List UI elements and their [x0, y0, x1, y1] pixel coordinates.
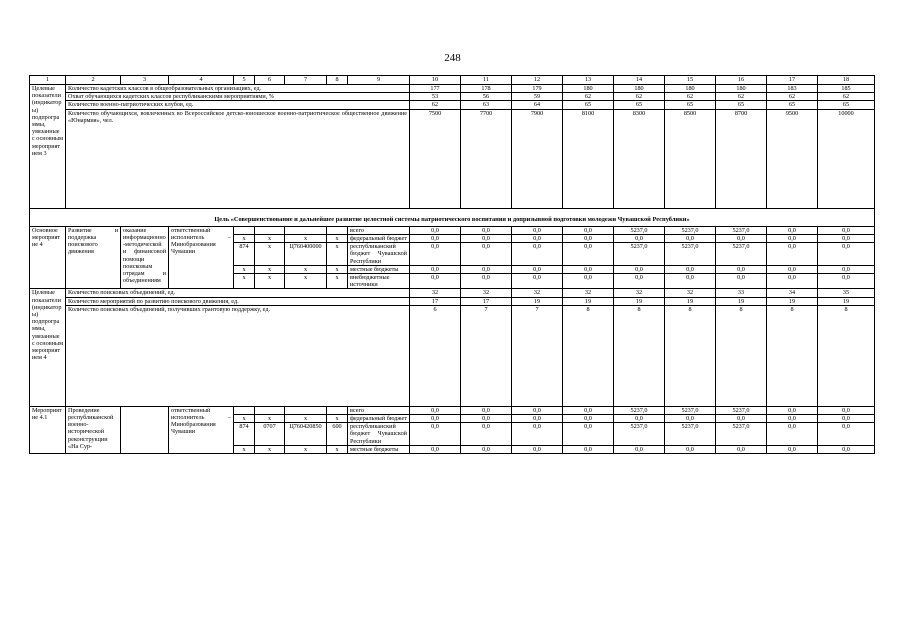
- indicator-value: 62: [665, 93, 716, 101]
- indicator-value: 62: [716, 93, 767, 101]
- measure-status: Мероприятие 4.1: [30, 406, 66, 453]
- indicator-value: 64: [512, 101, 563, 109]
- funding-value: 0,0: [818, 423, 875, 446]
- funding-source: местные бюджеты: [348, 265, 410, 273]
- indicator-row: [30, 109, 875, 208]
- indicator-value: 7: [461, 305, 512, 406]
- indicator-value: 19: [767, 297, 818, 305]
- code-vr: x: [327, 415, 348, 423]
- funding-value: 0,0: [563, 415, 614, 423]
- funding-value: 0,0: [410, 265, 461, 273]
- indicator-value: 19: [512, 297, 563, 305]
- indicator-value: 33: [716, 289, 767, 297]
- funding-value: 5237,0: [716, 406, 767, 414]
- funding-source: местные бюджеты: [348, 445, 410, 453]
- indicator-value: 8: [767, 305, 818, 406]
- indicator-value: 180: [716, 85, 767, 93]
- header-cell: 3: [121, 76, 169, 85]
- funding-value: 0,0: [563, 423, 614, 446]
- header-cell: 6: [255, 76, 285, 85]
- funding-value: 0,0: [665, 235, 716, 243]
- header-cell: 15: [665, 76, 716, 85]
- code-vr: x: [327, 274, 348, 289]
- indicator-value: 65: [614, 101, 665, 109]
- indicator-row: [30, 101, 875, 109]
- code-rz: x: [255, 235, 285, 243]
- indicator-name: Количество поисковых объединений, ед.: [66, 289, 410, 297]
- funding-value: 0,0: [767, 445, 818, 453]
- funding-value: 0,0: [563, 406, 614, 414]
- indicator-value: 180: [614, 85, 665, 93]
- code-vr: x: [327, 235, 348, 243]
- indicator-row: [30, 305, 875, 406]
- indicator-name: Охват обучающихся кадетских классов республиканскими мероприятиями, %: [66, 93, 410, 101]
- header-cell: 10: [410, 76, 461, 85]
- indicator-value: 65: [818, 101, 875, 109]
- code-vr: x: [327, 265, 348, 273]
- funding-value: 5237,0: [665, 406, 716, 414]
- code-csr: x: [285, 265, 327, 273]
- header-cell: 14: [614, 76, 665, 85]
- code-grbs: x: [234, 415, 255, 423]
- funding-value: 0,0: [818, 226, 875, 234]
- funding-value: 0,0: [767, 415, 818, 423]
- indicator-value: 8: [614, 305, 665, 406]
- code-grbs: 874: [234, 423, 255, 446]
- indicator-value: 8: [818, 305, 875, 406]
- code-grbs: [234, 406, 255, 414]
- funding-value: 5237,0: [716, 243, 767, 266]
- indicator-value: 65: [563, 101, 614, 109]
- header-cell: 11: [461, 76, 512, 85]
- indicator-value: 59: [512, 93, 563, 101]
- funding-value: 0,0: [818, 445, 875, 453]
- measure-status: Основное мероприятие 4: [30, 226, 66, 289]
- funding-value: 0,0: [410, 423, 461, 446]
- funding-value: 0,0: [614, 274, 665, 289]
- funding-value: 0,0: [767, 235, 818, 243]
- indicator-name: Количество мероприятий по развитию поискового движения, ед.: [66, 297, 410, 305]
- indicator-value: 180: [563, 85, 614, 93]
- funding-source: всего: [348, 406, 410, 414]
- header-cell: 13: [563, 76, 614, 85]
- header-cell: 9: [348, 76, 410, 85]
- funding-value: 0,0: [767, 226, 818, 234]
- header-cell: 17: [767, 76, 818, 85]
- funding-source: внебюджетные источники: [348, 274, 410, 289]
- funding-value: 0,0: [818, 243, 875, 266]
- funding-source: республиканский бюджет Чувашской Республики: [348, 243, 410, 266]
- code-grbs: [234, 226, 255, 234]
- funding-value: 0,0: [461, 423, 512, 446]
- funding-value: 5237,0: [614, 226, 665, 234]
- funding-value: 0,0: [512, 243, 563, 266]
- funding-source: республиканский бюджет Чувашской Республики: [348, 423, 410, 446]
- indicator-row: [30, 93, 875, 101]
- indicator-value: 8300: [614, 109, 665, 208]
- funding-value: 0,0: [614, 415, 665, 423]
- funding-value: 5237,0: [665, 243, 716, 266]
- funding-value: 0,0: [563, 235, 614, 243]
- funding-value: 0,0: [716, 415, 767, 423]
- funding-value: 0,0: [410, 226, 461, 234]
- header-cell: 16: [716, 76, 767, 85]
- indicator-value: 8: [563, 305, 614, 406]
- indicator-block-label: Целевые показатели (индикаторы) подпрограммы, увязанные с основным мероприятием 3: [30, 85, 66, 209]
- indicator-value: 180: [665, 85, 716, 93]
- measure-row: [30, 406, 875, 414]
- header-cell: 8: [327, 76, 348, 85]
- code-vr: [327, 226, 348, 234]
- indicator-value: 185: [818, 85, 875, 93]
- funding-value: 0,0: [665, 445, 716, 453]
- code-rz: x: [255, 415, 285, 423]
- indicator-row: [30, 289, 875, 297]
- indicator-value: 62: [818, 93, 875, 101]
- funding-value: 0,0: [767, 265, 818, 273]
- indicator-value: 6: [410, 305, 461, 406]
- code-rz: x: [255, 445, 285, 453]
- code-csr: [285, 226, 327, 234]
- funding-value: 0,0: [512, 406, 563, 414]
- funding-value: 0,0: [818, 274, 875, 289]
- funding-value: 5237,0: [614, 243, 665, 266]
- indicator-value: 65: [665, 101, 716, 109]
- indicator-value: 32: [512, 289, 563, 297]
- indicator-value: 8500: [665, 109, 716, 208]
- funding-value: 0,0: [818, 235, 875, 243]
- budget-table: [29, 75, 875, 454]
- funding-value: 0,0: [767, 243, 818, 266]
- indicator-value: 8700: [716, 109, 767, 208]
- funding-value: 0,0: [563, 445, 614, 453]
- code-grbs: x: [234, 445, 255, 453]
- funding-value: 0,0: [512, 423, 563, 446]
- funding-value: 0,0: [563, 265, 614, 273]
- funding-value: 0,0: [410, 274, 461, 289]
- indicator-row: [30, 297, 875, 305]
- code-csr: Ц760400000: [285, 243, 327, 266]
- indicator-value: 32: [614, 289, 665, 297]
- funding-source: федеральный бюджет: [348, 235, 410, 243]
- indicator-value: 32: [410, 289, 461, 297]
- indicator-name: Количество военно-патриотических клубов, ед.: [66, 101, 410, 109]
- indicator-value: 17: [410, 297, 461, 305]
- code-rz: x: [255, 243, 285, 266]
- funding-value: 0,0: [512, 226, 563, 234]
- funding-value: 0,0: [614, 265, 665, 273]
- funding-value: 0,0: [767, 406, 818, 414]
- indicator-value: 32: [665, 289, 716, 297]
- funding-value: 0,0: [767, 274, 818, 289]
- funding-value: 0,0: [410, 406, 461, 414]
- indicator-value: 19: [818, 297, 875, 305]
- indicator-value: 65: [767, 101, 818, 109]
- code-csr: x: [285, 445, 327, 453]
- code-rz: [255, 406, 285, 414]
- indicator-value: 9500: [767, 109, 818, 208]
- page-number: 248: [444, 52, 461, 64]
- indicator-value: 62: [767, 93, 818, 101]
- funding-value: 0,0: [461, 243, 512, 266]
- code-vr: x: [327, 243, 348, 266]
- indicator-value: 8100: [563, 109, 614, 208]
- funding-value: 0,0: [461, 445, 512, 453]
- funding-value: 0,0: [563, 243, 614, 266]
- header-cell: 7: [285, 76, 327, 85]
- funding-value: 0,0: [512, 265, 563, 273]
- funding-value: 0,0: [461, 226, 512, 234]
- indicator-value: 62: [410, 101, 461, 109]
- indicator-value: 63: [461, 101, 512, 109]
- indicator-value: 10000: [818, 109, 875, 208]
- funding-value: 0,0: [716, 235, 767, 243]
- measure-task: [121, 406, 169, 453]
- code-csr: Ц760420850: [285, 423, 327, 446]
- indicator-value: 19: [665, 297, 716, 305]
- funding-value: 0,0: [410, 445, 461, 453]
- indicator-value: 34: [767, 289, 818, 297]
- header-cell: 2: [66, 76, 121, 85]
- funding-value: 0,0: [665, 274, 716, 289]
- measure-executor: ответственный исполнитель – Минобразования Чувашии: [169, 406, 234, 453]
- table-body: [30, 76, 875, 454]
- goal-title: Цель «Совершенствование и дальнейшее развитие целостной системы патриотического воспитания и допризывной подготовки молодежи Чувашской Республики»: [30, 208, 875, 226]
- funding-value: 0,0: [461, 406, 512, 414]
- funding-value: 0,0: [665, 415, 716, 423]
- code-grbs: x: [234, 274, 255, 289]
- indicator-value: 183: [767, 85, 818, 93]
- funding-value: 0,0: [512, 274, 563, 289]
- funding-value: 0,0: [665, 265, 716, 273]
- indicator-value: 65: [716, 101, 767, 109]
- indicator-value: 62: [614, 93, 665, 101]
- measure-task: оказание информационно-методической и финансовой помощи поисковым отрядам и объединениям: [121, 226, 169, 289]
- funding-value: 0,0: [410, 243, 461, 266]
- funding-value: 0,0: [563, 274, 614, 289]
- code-rz: 0707: [255, 423, 285, 446]
- code-grbs: 874: [234, 243, 255, 266]
- indicator-value: 35: [818, 289, 875, 297]
- funding-value: 5237,0: [665, 423, 716, 446]
- indicator-name: Количество кадетских классов в общеобразовательных организациях, ед.: [66, 85, 410, 93]
- code-grbs: x: [234, 235, 255, 243]
- funding-value: 0,0: [818, 406, 875, 414]
- indicator-value: 179: [512, 85, 563, 93]
- indicator-name: Количество поисковых объединений, получивших грантовую поддержку, ед.: [66, 305, 410, 406]
- funding-value: 0,0: [563, 226, 614, 234]
- code-rz: x: [255, 274, 285, 289]
- funding-value: 5237,0: [614, 406, 665, 414]
- funding-value: 0,0: [461, 235, 512, 243]
- indicator-value: 7: [512, 305, 563, 406]
- goal-row: [30, 208, 875, 226]
- indicator-value: 19: [614, 297, 665, 305]
- code-csr: x: [285, 415, 327, 423]
- funding-value: 0,0: [716, 265, 767, 273]
- header-cell: 18: [818, 76, 875, 85]
- measure-name: Развитие и поддержка поискового движения: [66, 226, 121, 289]
- funding-value: 5237,0: [614, 423, 665, 446]
- funding-value: 0,0: [818, 415, 875, 423]
- code-grbs: x: [234, 265, 255, 273]
- funding-value: 5237,0: [665, 226, 716, 234]
- funding-value: 0,0: [614, 235, 665, 243]
- funding-value: 0,0: [716, 445, 767, 453]
- header-cell: 1: [30, 76, 66, 85]
- funding-value: 0,0: [767, 423, 818, 446]
- funding-value: 0,0: [818, 265, 875, 273]
- funding-value: 0,0: [410, 235, 461, 243]
- indicator-value: 7500: [410, 109, 461, 208]
- indicator-value: 32: [563, 289, 614, 297]
- funding-value: 5237,0: [716, 226, 767, 234]
- funding-value: 0,0: [461, 415, 512, 423]
- header-cell: 12: [512, 76, 563, 85]
- code-rz: x: [255, 265, 285, 273]
- measure-executor: ответственный исполнитель – Минобразования Чувашии: [169, 226, 234, 289]
- indicator-value: 177: [410, 85, 461, 93]
- indicator-value: 8: [716, 305, 767, 406]
- indicator-row: [30, 85, 875, 93]
- funding-value: 0,0: [512, 415, 563, 423]
- funding-value: 0,0: [410, 415, 461, 423]
- indicator-value: 19: [563, 297, 614, 305]
- indicator-value: 7900: [512, 109, 563, 208]
- code-vr: 600: [327, 423, 348, 446]
- code-csr: x: [285, 274, 327, 289]
- indicator-block-label: Целевые показатели (индикаторы) подпрограммы, увязанные с основным мероприятием 4: [30, 289, 66, 406]
- indicator-value: 32: [461, 289, 512, 297]
- indicator-value: 178: [461, 85, 512, 93]
- indicator-value: 19: [716, 297, 767, 305]
- funding-source: федеральный бюджет: [348, 415, 410, 423]
- funding-source: всего: [348, 226, 410, 234]
- code-rz: [255, 226, 285, 234]
- indicator-value: 17: [461, 297, 512, 305]
- measure-row: [30, 226, 875, 234]
- code-csr: [285, 406, 327, 414]
- funding-value: 0,0: [716, 274, 767, 289]
- funding-value: 0,0: [461, 274, 512, 289]
- code-vr: x: [327, 445, 348, 453]
- indicator-value: 7700: [461, 109, 512, 208]
- header-row: [30, 76, 875, 85]
- funding-value: 0,0: [512, 235, 563, 243]
- indicator-value: 8: [665, 305, 716, 406]
- code-vr: [327, 406, 348, 414]
- measure-name: Проведение республиканской военно-исторической реконструкции «На Сур-: [66, 406, 121, 453]
- indicator-value: 56: [461, 93, 512, 101]
- funding-value: 5237,0: [716, 423, 767, 446]
- funding-value: 0,0: [512, 445, 563, 453]
- code-csr: x: [285, 235, 327, 243]
- indicator-name: Количество обучающихся, вовлеченных во Всероссийское детско-юношеское военно-патриотическое общественное движение «Юнармия», чел.: [66, 109, 410, 208]
- header-cell: 4: [169, 76, 234, 85]
- indicator-value: 53: [410, 93, 461, 101]
- funding-value: 0,0: [461, 265, 512, 273]
- indicator-value: 62: [563, 93, 614, 101]
- funding-value: 0,0: [614, 445, 665, 453]
- header-cell: 5: [234, 76, 255, 85]
